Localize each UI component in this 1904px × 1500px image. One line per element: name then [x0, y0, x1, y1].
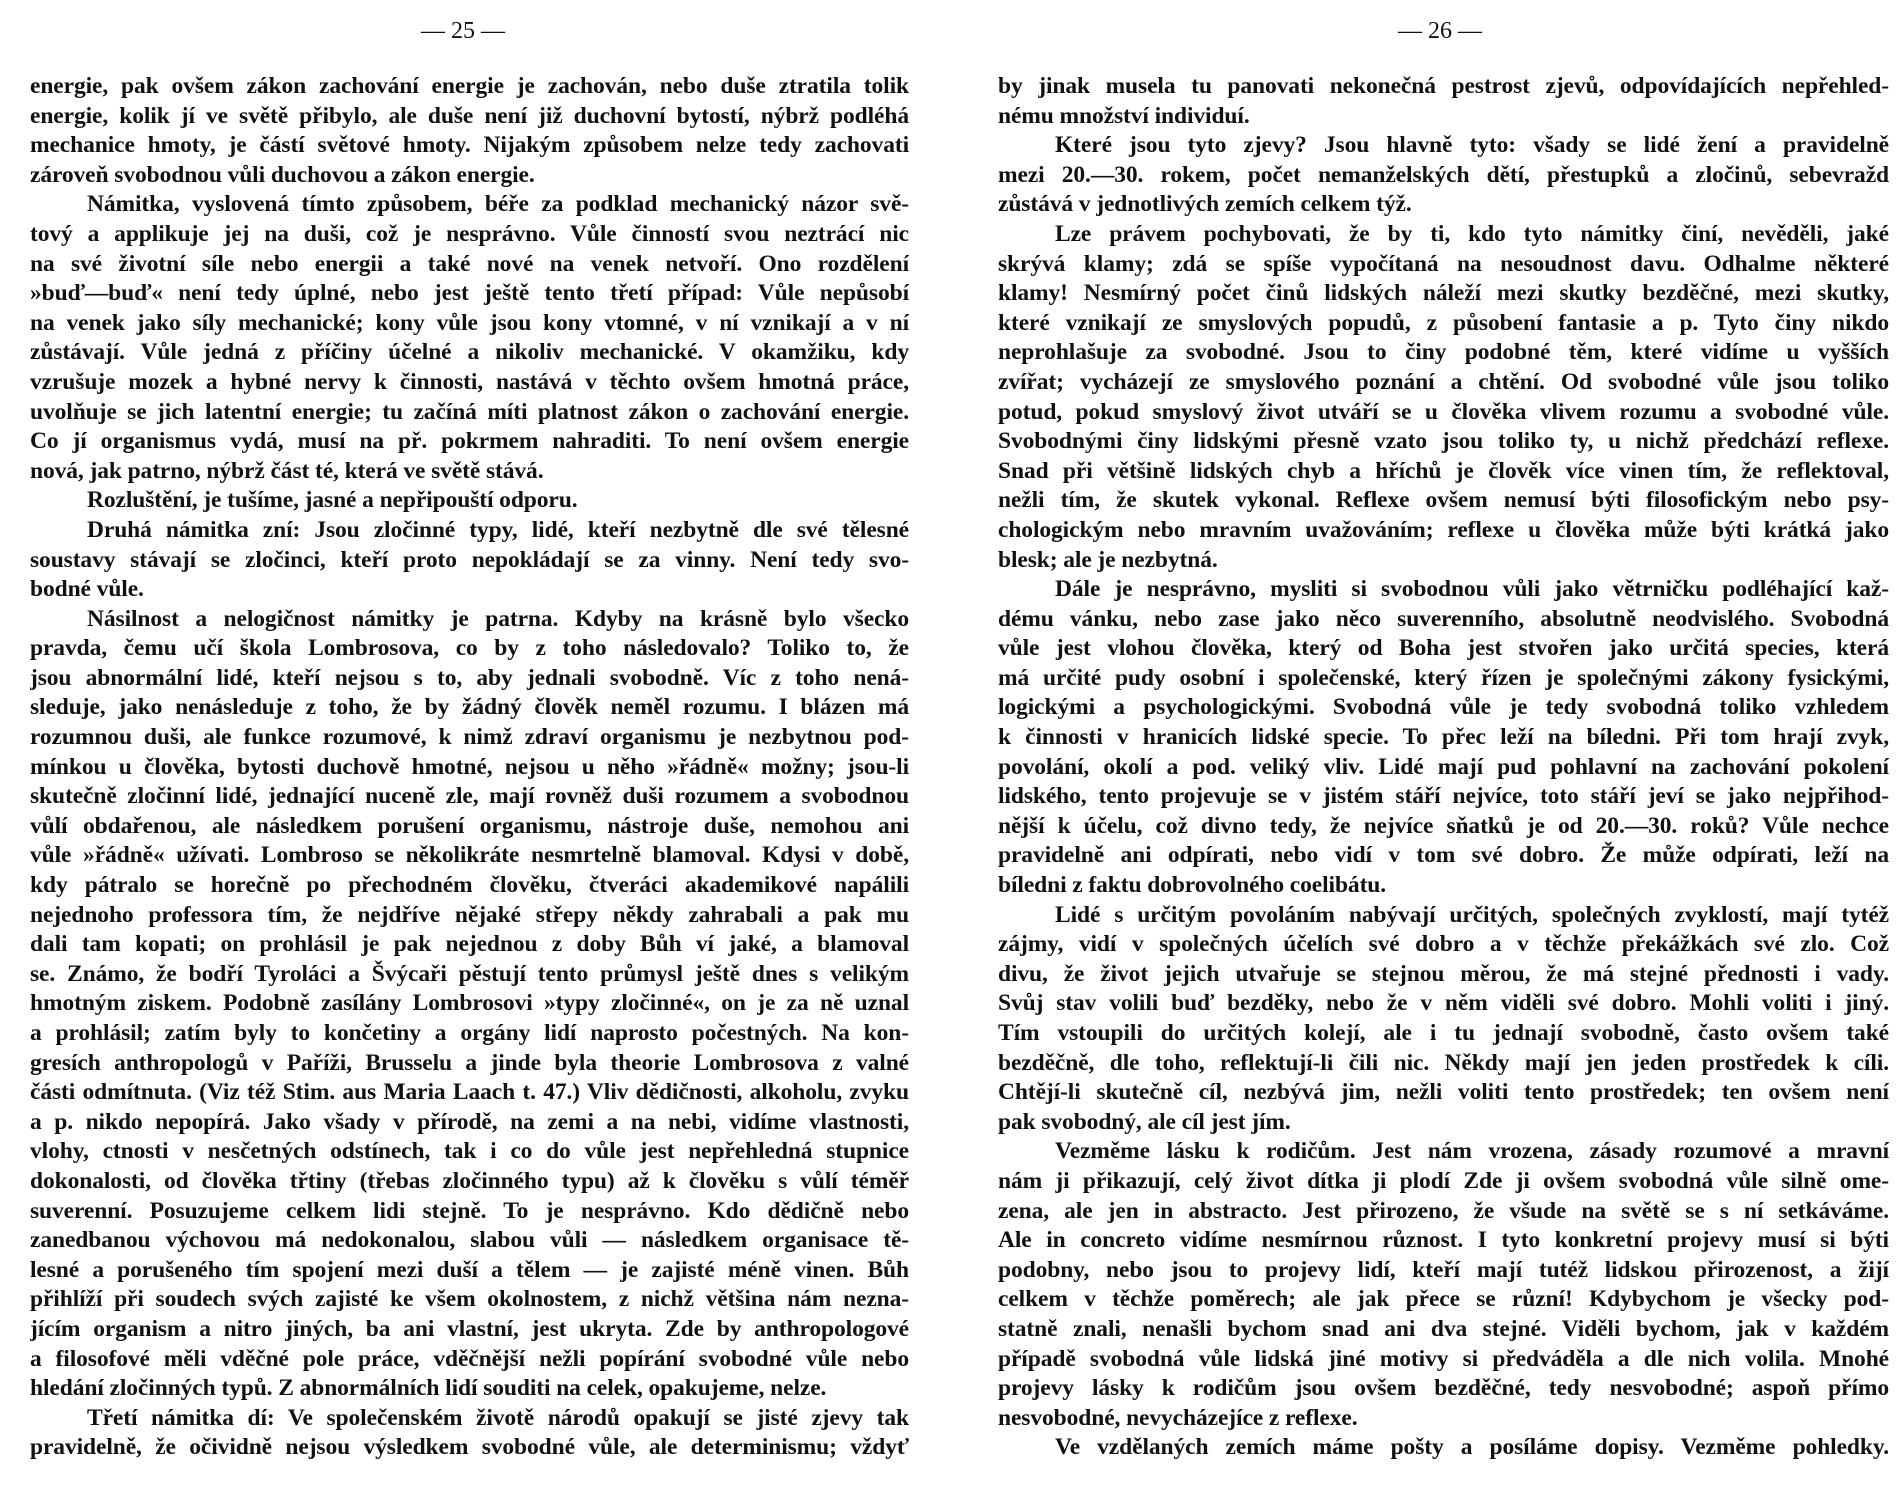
text-line: suverenní. Posuzujeme celkem lidi stejně. To je nesprávno. Kdo dědičně nebo — [30, 1197, 909, 1224]
text-line: projevy lásky k rodičům jsou ovšem bezděčné, tedy nesvobodné; aspoň přímo — [998, 1375, 1889, 1402]
text-line: zůstávají. Vůle jedná z příčiny účelné a nikoliv mechanické. V okamžiku, kdy — [30, 339, 909, 366]
text-line: jsou abnormální lidé, kteří nejsou s to, aby jednali svobodně. Víc z toho nená- — [30, 664, 909, 691]
text-line: vůlí obdařenou, ale následkem porušení organismu, nástroje duše, nemohou ani — [30, 812, 909, 839]
text-line: energie, kolik jí ve světě přibylo, ale duše není již duchovní bytostí, nýbrž podléhá — [30, 102, 909, 129]
text-line: na své životní síle nebo energii a také nové na venek netvoří. Ono rozdělení — [30, 250, 909, 277]
text-line: zároveň svobodnou vůli duchovou a zákon energie. — [30, 161, 535, 188]
text-line: přihlíží při soudech svých zajisté ke všem okolnostem, z nichž většina nám nezna- — [30, 1286, 909, 1313]
text-line: vůle »řádně« užívati. Lombroso se několikráte nesmrtelně blamoval. Kdysi v době, — [30, 842, 909, 869]
text-line: části odmítnuta. (Viz též Stim. aus Maria Laach t. 47.) Vliv dědičnosti, alkoholu, zvyku — [30, 1079, 909, 1106]
text-line: nám ji přikazují, celý život dítka ji plodí Zde ji ovšem svobodná vůle silně ome- — [998, 1167, 1889, 1194]
text-line: mínkou u člověka, bytosti duchově hmotné, nejsou u něho »řádně« možny; jsou-li — [30, 753, 909, 780]
text-line: lidského, tento projevuje se v jistém stáří nejvíce, toto stáří jeví se jako nejpřihod- — [998, 783, 1889, 810]
text-line: Vezměme lásku k rodičům. Jest nám vrozena, zásady rozumové a mravní — [1055, 1138, 1889, 1165]
text-line: neprohlašuje za svobodné. Jsou to činy podobné těm, které vidíme u vyšších — [998, 339, 1889, 366]
text-line: pak svobodný, ale cíl jest jím. — [998, 1108, 1291, 1135]
text-line: Které jsou tyto zjevy? Jsou hlavně tyto: všady se lidé žení a pravidelně — [1055, 132, 1889, 159]
text-line: soustavy stávají se zločinci, kteří proto nepokládají se za vinny. Není tedy svo- — [30, 546, 909, 573]
text-line: tový a applikuje jej na duši, což je nesprávno. Vůle činností svou neztrácí nic — [30, 220, 909, 247]
text-line: Lidé s určitým povoláním nabývají určitých, společných zvyklostí, mají tytéž — [1055, 901, 1889, 928]
text-line: energie, pak ovšem zákon zachování energie je zachován, nebo duše ztratila tolik — [30, 73, 909, 99]
text-line: dali tam kopati; on prohlásil je pak nejednou z doby Bůh ví jaké, a blamoval — [30, 931, 909, 958]
text-line: Ve vzdělaných zemích máme pošty a posíláme dopisy. Vezměme pohledky. — [1055, 1434, 1889, 1461]
text-line: nější k účelu, což divno tedy, že nejvíce sňatků je od 20.—30. roků? Vůle nechce — [998, 812, 1889, 839]
text-line: k činnosti v hranicích lidské specie. To přec leží na bíledni. Při tom hrají zvyk, — [998, 724, 1889, 751]
text-line: mezi 20.—30. rokem, počet nemanželských dětí, přestupků a zločinů, sebevražd — [998, 161, 1889, 188]
text-line: nová, jak patrno, nýbrž část té, která ve světě stává. — [30, 457, 544, 484]
text-line: statně znali, nenašli bychom snad ani dva stejné. Viděli bychom, jak v každém — [998, 1315, 1889, 1342]
text-line: jícím organism a nitro jiných, ba ani vlastní, jest ukryta. Zde by anthropologové — [30, 1315, 909, 1342]
text-line: blesk; ale je nezbytná. — [998, 546, 1218, 573]
page-number-right: — 26 — — [1398, 18, 1482, 44]
text-line: Snad při většině lidských chyb a hříchů je člověk více vinen tím, že reflektoval, — [998, 457, 1889, 484]
text-line: vlohy, ctnosti v nesčetných odstínech, tak i co do vůle jest nepřehledná stupnice — [30, 1138, 909, 1165]
text-line: dému vánku, nebo zase jako něco suverenního, absolutně neodvislého. Svobodná — [998, 605, 1889, 632]
text-line: nežli tím, že skutek vykonal. Reflexe ovšem nemusí býti filosofickým nebo psy- — [998, 487, 1889, 514]
text-line: případě svobodná vůle lidská jiné motivy si předváděla a dle nich volila. Mnohé — [998, 1345, 1889, 1372]
text-line: chologickým nebo mravním uvažováním; reflexe u člověka může býti krátká jako — [998, 516, 1889, 543]
text-line: mechanice hmoty, je částí světové hmoty. Nijakým způsobem nelze tedy zachovati — [30, 132, 909, 159]
text-line: lesné a porušeného tím spojení mezi duší a tělem — je zajisté méně vinen. Bůh — [30, 1256, 909, 1283]
text-line: bezděčně, dle toho, reflektují-li čili nic. Někdy mají jen jeden prostředek k cíli. — [998, 1049, 1889, 1076]
text-line: nému množství individuí. — [998, 102, 1250, 129]
text-line: zájmy, vidí v společných účelích své dobro a v těchže překážkách své zlo. Což — [998, 931, 1889, 958]
text-line: zvířat; vycházejí ze smyslového poznání a chtění. Od svobodné vůle jsou toliko — [998, 368, 1889, 395]
text-line: bodné vůle. — [30, 576, 144, 603]
text-line: skrývá klamy; zdá se spíše vypočítaná na nesoudnost davu. Odhalme některé — [998, 250, 1889, 277]
text-line: podobny, nebo jsou to projevy lidí, kteří mají tutéž lidskou přirozenost, a žijí — [998, 1256, 1889, 1283]
text-line: logickými a psychologickými. Svobodná vůle je tedy svobodná toliko vzhledem — [998, 694, 1889, 721]
text-line: nejednoho professora tím, že nejdříve nějaké střepy někdy zahrabali a pak mu — [30, 901, 909, 928]
text-line: pravda, čemu učí škola Lombrosova, co by z toho následovalo? Toliko to, že — [30, 635, 909, 662]
text-line: Co jí organismus vydá, musí na př. pokrmem nahraditi. To není ovšem energie — [30, 428, 909, 455]
page-25-text-column — [30, 72, 909, 1463]
text-line: potud, pokud smyslový život utváří se u člověka vlivem rozumu a svobodné vůle. — [998, 398, 1889, 425]
text-line: Tím vstoupili do určitých kolejí, ale i tu jednají svobodně, často ovšem také — [998, 1020, 1889, 1046]
text-line: zena, ale jen in abstracto. Jest přirozeno, že všude na světě se s ní setkáváme. — [998, 1197, 1889, 1224]
text-line: rozumnou duši, ale funkce rozumové, k nimž zdraví organismu je nezbytnou pod- — [30, 724, 909, 751]
text-line: by jinak musela tu panovati nekonečná pestrost zjevů, odpovídajících nepřehled- — [998, 73, 1889, 99]
text-line: pravidelně ani odpírati, nebo vidí v tom své dobro. Že může odpírati, leží na — [998, 842, 1889, 869]
text-line: gresích anthropologů v Paříži, Brusselu a jinde byla theorie Lombrosova z valné — [30, 1049, 909, 1076]
text-line: Ale in concreto vidíme nesmírnou různost. I tyto konkretní projevy musí si býti — [998, 1227, 1889, 1254]
text-line: Svůj stav volili buď bezděky, nebo že v něm viděli své dobro. Mohli voliti i jiný. — [998, 990, 1889, 1017]
text-line: zůstává v jednotlivých zemích celkem týž. — [998, 191, 1412, 218]
text-line: »buď—buď« není tedy úplné, nebo jest ještě tento třetí případ: Vůle nepůsobí — [30, 280, 909, 307]
text-line: vzrušuje mozek a hybné nervy k činnosti, nastává v těchto ovšem hmotná práce, — [30, 368, 909, 395]
text-line: Svobodnými činy lidskými přesně vzato jsou toliko ty, u nichž předchází reflexe. — [998, 428, 1889, 455]
page-26-text-column — [998, 72, 1889, 1463]
text-line: které vznikají ze smyslových popudů, z působení fantasie a p. Tyto činy nikdo — [998, 309, 1889, 336]
text-line: bíledni z faktu dobrovolného coelibátu. — [998, 872, 1387, 899]
text-line: zanedbanou výchovou má nedokonalou, slabou vůli — následkem organisace tě- — [30, 1227, 909, 1254]
text-line: a p. nikdo nepopírá. Jako všady v přírodě, na zemi a na nebi, vidíme vlastnosti, — [30, 1108, 909, 1135]
text-line: Násilnost a nelogičnost námitky je patrna. Kdyby na krásně bylo všecko — [87, 605, 909, 632]
text-line: na venek jako síly mechanické; kony vůle jsou kony vtomné, v ní vznikají a v ní — [30, 309, 909, 336]
text-line: uvolňuje se jich latentní energie; tu začíná míti platnost zákon o zachování energie. — [30, 398, 909, 425]
text-line: má určité pudy osobní i společenské, který řízen je společnými zákony fysickými, — [998, 664, 1889, 691]
page-number-left: — 25 — — [421, 18, 505, 44]
text-line: Lze právem pochybovati, že by ti, kdo tyto námitky činí, nevěděli, jaké — [1055, 220, 1889, 247]
text-line: se. Známo, že bodří Tyroláci a Švýcaři pěstují tento průmysl ještě dnes s velikým — [30, 960, 909, 987]
text-line: a prohlásil; zatím byly to končetiny a orgány lidí naprosto počestných. Na kon- — [30, 1020, 909, 1046]
text-line: pravidelně, že očividně nejsou výsledkem svobodné vůle, ale determinismu; vždyť — [30, 1434, 909, 1461]
text-line: dokonalosti, od člověka třtiny (třebas zločinného typu) až k člověku s vůlí téměř — [30, 1167, 909, 1194]
text-line: Dále je nesprávno, mysliti si svobodnou vůli jako větrničku podléhající kaž- — [1055, 576, 1889, 603]
text-line: Chtějí-li skutečně cíl, nezbývá jim, nežli voliti tento prostředek; ten ovšem není — [998, 1079, 1889, 1106]
text-line: klamy! Nesmírný počet činů lidských náleží mezi skutky bezděčné, mezi skutky, — [998, 280, 1889, 307]
text-line: skutečně zločinní lidé, jednající nuceně zle, mají rovněž duši rozumem a svobodnou — [30, 783, 909, 810]
text-line: Třetí námitka dí: Ve společenském životě národů opakují se jisté zjevy tak — [87, 1404, 909, 1431]
text-line: hledání zločinných typů. Z abnormálních lidí souditi na celek, opakujeme, nelze. — [30, 1375, 827, 1402]
text-line: hmotným ziskem. Podobně zasílány Lombrosovi »typy zločinné«, on je za ně uznal — [30, 990, 909, 1017]
text-line: Rozluštění, je tušíme, jasné a nepřipouští odporu. — [87, 487, 578, 514]
text-line: celkem v těchže poměrech; ale jak přece se různí! Kdybychom je všecky pod- — [998, 1286, 1889, 1313]
text-line: nesvobodné, nevycházejíce z reflexe. — [998, 1404, 1358, 1431]
text-line: a filosofové měli vděčné pole práce, vděčnější nežli popírání svobodné vůle nebo — [30, 1345, 909, 1372]
text-line: Námitka, vyslovená tímto způsobem, béře za podklad mechanický názor svě- — [87, 191, 909, 218]
text-line: kdy pátralo se horečně po přechodném člověku, čtveráci akademikové napálili — [30, 872, 909, 899]
text-line: vůle jest vlohou člověka, který od Boha jest stvořen jako určitá species, která — [998, 635, 1889, 662]
text-line: Druhá námitka zní: Jsou zločinné typy, lidé, kteří nezbytně dle své tělesné — [87, 516, 909, 543]
text-line: povolání, okolí a pod. veliký vliv. Lidé mají pud pohlavní na zachování pokolení — [998, 753, 1889, 780]
text-line: sleduje, jako nenásleduje z toho, že by žádný člověk neměl rozumu. I blázen má — [30, 694, 909, 721]
text-line: divu, že život jejich utvařuje se stejnou měrou, že má stejné přednosti i vady. — [998, 960, 1889, 987]
